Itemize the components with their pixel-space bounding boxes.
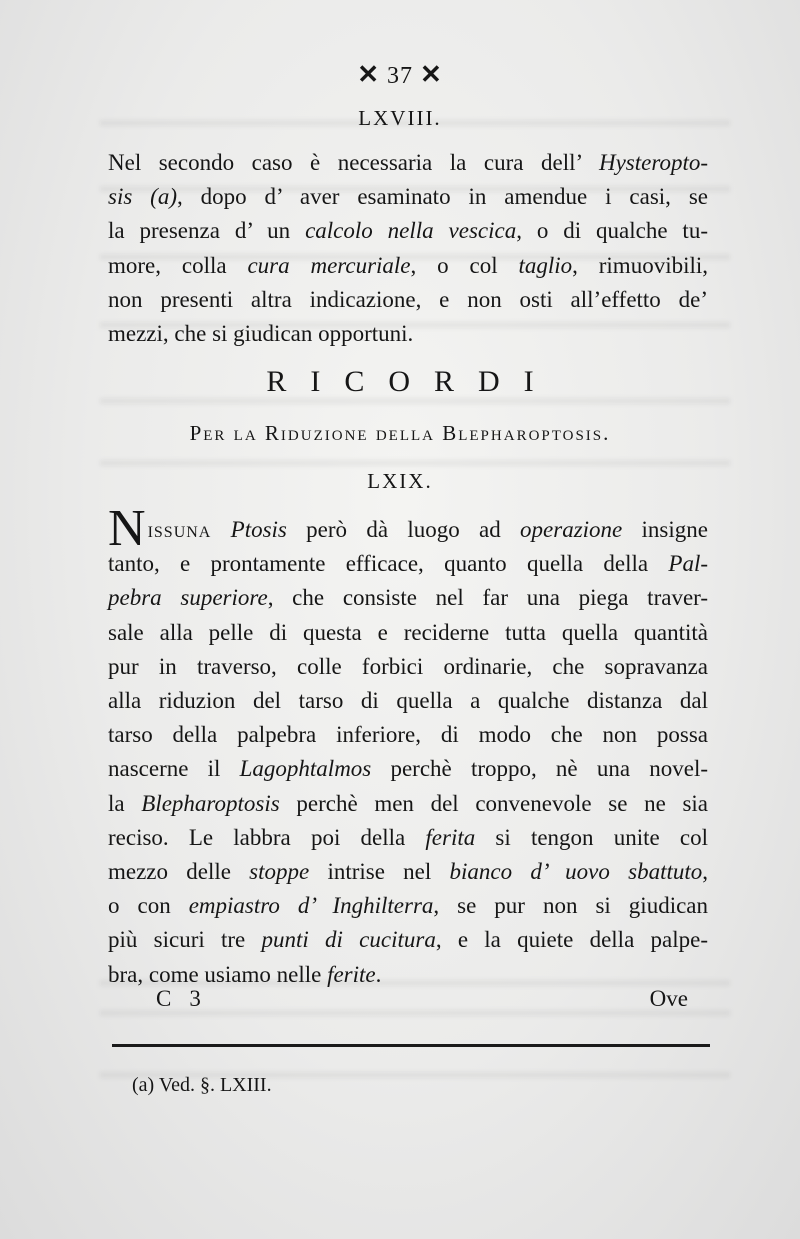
italic-text: Ptosis [230, 517, 287, 542]
signature-letter: C [156, 986, 172, 1011]
italic-text: ferita [425, 824, 476, 850]
section-number-lxviii: LXVIII. [358, 106, 442, 130]
paragraph-lxviii [108, 146, 708, 351]
text-run: , che consiste nel far una piega traver- [267, 585, 709, 611]
text-line [108, 787, 708, 821]
text-line [108, 180, 708, 214]
text-run: , [702, 859, 708, 885]
italic-text: stoppe [249, 859, 310, 885]
text-run: perchè troppo, nè una novel- [371, 756, 708, 782]
paragraph-lxix [108, 500, 709, 992]
text-run: mezzo delle [108, 859, 250, 885]
text-line [108, 650, 708, 684]
section-title: RICORDI [266, 365, 558, 398]
text-line [108, 283, 708, 317]
italic-text: ferite [327, 961, 376, 987]
text-run: pur in traverso, colle forbici ordinarie, che sopravanza [108, 653, 708, 679]
text-run: nascerne il [108, 756, 240, 782]
header-ornament-left: ✕ [357, 60, 380, 89]
signature-number: 3 [189, 986, 201, 1011]
text-line [108, 923, 708, 957]
text-line [108, 752, 708, 786]
text-line [108, 889, 708, 923]
text-run: reciso. Le labbra poi della [108, 824, 426, 850]
text-run: , o di qualche tu- [516, 218, 708, 244]
text-line [108, 547, 708, 581]
italic-text: Lagophtalmos [239, 756, 372, 782]
text-run [211, 517, 230, 542]
section-number-lxix: LXIX. [367, 469, 433, 493]
text-run: mezzi, che si giudican opportuni. [108, 321, 414, 347]
printer-signature [156, 986, 201, 1012]
first-word: issuna [147, 517, 212, 542]
text-run: sale alla pelle di questa e reciderne tutta quella quantità [108, 619, 708, 645]
text-line [108, 146, 708, 180]
text-line [108, 500, 708, 557]
text-run: , rimuovibili, [572, 252, 708, 278]
italic-text: cura mercuriale [247, 252, 411, 278]
header-ornament-right: ✕ [420, 60, 443, 89]
text-run: la [108, 790, 142, 816]
text-run: . [375, 961, 382, 987]
catchword: Ove [649, 986, 688, 1011]
italic-text: bianco d’ uovo sbattuto [449, 859, 703, 885]
text-run: intrise nel [309, 859, 450, 885]
text-run: , se pur non si giudican [433, 893, 708, 919]
text-run: tanto, e prontamente efficace, quanto quella della [108, 551, 669, 577]
text-run: o con [108, 893, 189, 919]
italic-text: pebra superiore [108, 585, 268, 611]
footnote: (a) Ved. §. LXIII. [132, 1074, 272, 1096]
text-run: alla riduzion del tarso di quella a qualche distanza dal [108, 688, 708, 714]
text-line [108, 855, 708, 889]
text-run: more, colla [108, 252, 248, 278]
text-line [108, 684, 708, 718]
section-subtitle: Per la Riduzione della Blepharoptosis. [189, 421, 611, 445]
text-run: insigne [622, 517, 708, 542]
italic-text: calcolo nella vescica [305, 218, 517, 244]
text-run: , e la quiete della palpe- [435, 927, 708, 953]
italic-text: Pal- [668, 551, 708, 577]
text-run: , dopo d’ aver esaminato in amendue i casi, se [177, 184, 708, 210]
italic-text: sis (a) [108, 184, 177, 210]
text-line [108, 317, 708, 351]
text-line [108, 581, 708, 615]
text-run: Nel secondo caso è necessaria la cura dell’ [108, 150, 599, 175]
text-line [108, 821, 708, 855]
text-run: si tengon unite col [475, 824, 708, 850]
page-number: 37 [387, 63, 413, 89]
italic-text: empiastro d’ Inghilterra [188, 893, 434, 919]
text-run: non presenti altra indicazione, e non osti all’effetto de’ [108, 286, 708, 312]
drop-cap: N [108, 500, 146, 557]
italic-text: Blepharoptosis [141, 790, 280, 816]
text-line [108, 718, 708, 752]
text-run: , o col [410, 252, 519, 278]
italic-text: Hysteropto- [598, 150, 708, 175]
text-run: più sicuri tre [108, 927, 262, 953]
page-header [0, 60, 800, 90]
text-line [108, 616, 708, 650]
italic-text: operazione [520, 517, 623, 542]
footnote-rule [112, 1044, 710, 1047]
text-run: tarso della palpebra inferiore, di modo che non possa [108, 722, 708, 748]
text-line [108, 214, 708, 248]
text-run: bra, come usiamo nelle [108, 961, 328, 987]
text-run: perchè men del convenevole se ne sia [279, 790, 708, 816]
text-line [108, 249, 708, 283]
italic-text: punti di cucitura [261, 927, 436, 953]
text-run: però dà luogo ad [286, 517, 521, 542]
text-run: la presenza d’ un [108, 218, 306, 244]
italic-text: taglio [518, 252, 573, 278]
